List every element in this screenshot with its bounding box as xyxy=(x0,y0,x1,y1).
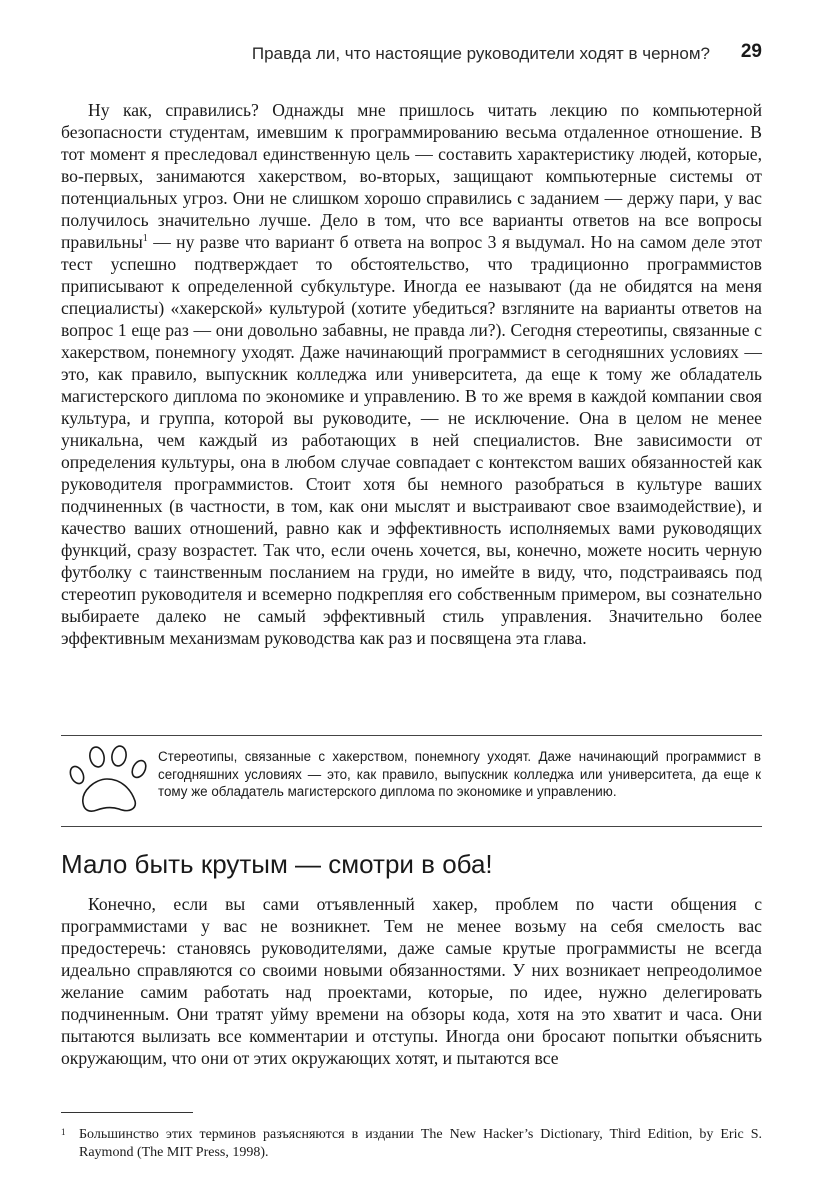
note-text: Стереотипы, связанные с хакерством, понемногу уходят. Даже начинающий программист в сегодняшних условиях — это, как правило, выпускник колледжа или университета, да еще к тому же обладатель магистерского диплома по экономике и управлению. xyxy=(158,749,761,799)
footnote-text: Большинство этих терминов разъясняются в издании The New Hacker’s Dictionary, Third Edition, by Eric S. Raymond (The MIT Press, 1998). xyxy=(79,1127,762,1160)
footnote-marker: 1 xyxy=(61,1127,66,1137)
paragraph xyxy=(61,99,762,649)
note-callout xyxy=(61,735,762,827)
paragraph-text-end: — ну разве что вариант б ответа на вопрос 3 я выдумал. Но на самом деле этот тест успешно подтверждает то обстоятельство, что традиционно программистов приписывают к определенной субкультуре. Иногда ее называют (да не обидятся на меня специалисты) «хакерской» культурой (хотите убедиться? взгляните на варианты ответов на вопрос 1 еще раз — они довольно забавны, не правда ли?). Сегодня стереотипы, связанные с хакерством, понемногу уходят. Даже начинающий программист в сегодняшних условиях — это, как правило, выпускник колледжа или университета, да еще к тому же обладатель магистерского диплома по экономике и управлению. В то же время в каждой компании своя культура, и группа, которой вы руководите, — не исключение. Она в целом не менее уникальна, чем каждый из работающих в ней специалистов. Вне зависимости от определения культуры, она в любом случае совпадает с контекстом ваших обязанностей как руководителя программистов. Стоит хотя бы немного разобраться в культуре ваших подчиненных (в частности, в том, как они мыслят и выстраивают свое взаимодействие), и качество ваших отношений, равно как и эффективность исполняемых вами руководящих функций, сразу возрастет. Так что, если очень хочется, вы, конечно, можете носить черную футболку с таинственным посланием на груди, но имейте в виду, что, подстраиваясь под стереотип руководителя и всемерно подкрепляя его собственным примером, вы сознательно выбираете далеко не самый эффективный стиль управления. Значительно более эффективным механизмам руководства как раз и посвящена эта глава. xyxy=(61,232,762,648)
body-paragraph-1 xyxy=(61,99,762,649)
running-title: Правда ли, что настоящие руководители ходят в черном? xyxy=(251,44,710,63)
running-header xyxy=(0,40,822,70)
body-paragraph-2 xyxy=(61,893,762,1069)
footnote-divider xyxy=(61,1112,193,1113)
section-heading: Мало быть крутым — смотри в оба! xyxy=(61,849,493,879)
paragraph-text-start: Ну как, справились? Однажды мне пришлось читать лекцию по компьютерной безопасности студентам, имевшим к программированию весьма отдаленное отношение. В тот момент я преследовал единственную цель — составить характеристику людей, которые, во-первых, занимаются хакерством, во-вторых, защищают компьютерные системы от потенциальных угроз. Они не слишком хорошо справились с заданием — держу пари, у вас получилось значительно лучше. Дело в том, что все варианты ответов на все вопросы правильны xyxy=(61,100,762,252)
footnote xyxy=(61,1126,762,1162)
paragraph: Конечно, если вы сами отъявленный хакер, проблем по части общения с программистами у вас не возникнет. Тем не менее возьму на себя смелость вас предостеречь: становясь руководителями, даже самые крутые программисты не всегда идеально справляются со своими новыми обязанностями. У них возникает непреодолимое желание самим работать над проектами, которые, по идее, нужно делегировать подчиненным. Они тратят уйму времени на обзоры кода, хотя на это хватит и часа. Они пытаются вылизать все комментарии и отступы. Иногда они бросают попытки объяснить окружающим, что они от этих окружающих хотят, и пытаются все xyxy=(61,894,762,1068)
footnote-reference: 1 xyxy=(142,233,148,245)
paw-print-icon xyxy=(65,745,151,817)
page-number: 29 xyxy=(740,41,762,62)
